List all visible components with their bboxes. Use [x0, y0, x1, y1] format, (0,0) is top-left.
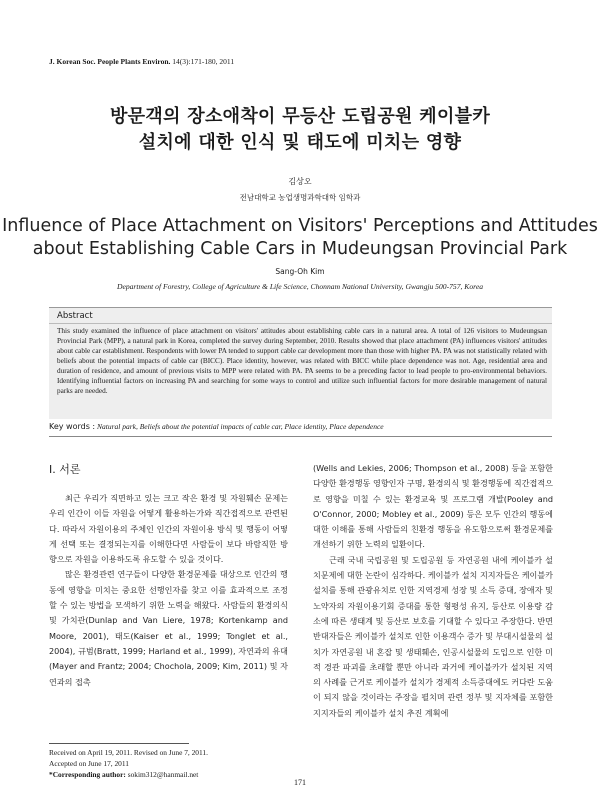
- keywords: [49, 422, 552, 437]
- body-column-left: [49, 491, 288, 690]
- corresponding-label: *Corresponding author:: [49, 770, 126, 780]
- paragraph: 많은 환경관련 연구들이 다양한 환경문제를 대상으로 인간의 행동에 영향을 미치는 중요한 선행인자를 찾고 이를 효과적으로 조정할 수 있는 방법을 모색하기 위한 노력을 해왔다. 사람들의 환경의식 및 가치관(Dunlap and Van Liere, 1978; Kortenkamp and Moore, 2001), 태도(Kaiser et al., 1999; Tonglet et al., 2004), 규범(Bratt, 1999; Harland et al., 1999), 자연과의 유대(Mayer and Frantz; 2004; Chochola, 2009; Kim, 2011) 및 자연과의 접촉: [49, 569, 288, 687]
- footnote-divider: [49, 743, 189, 744]
- footnotes: [49, 747, 208, 781]
- corresponding-email: sokim312@hanmail.net: [125, 770, 199, 780]
- journal-name: J. Korean Soc. People Plants Environ.: [49, 57, 171, 66]
- body-column-right: [313, 461, 553, 721]
- paragraph: 최근 우리가 직면하고 있는 크고 작은 환경 및 자원훼손 문제는 우리 인간이 이들 자원을 어떻게 활용하는가와 직간접적으로 관련된다. 따라서 자원이용의 주체인 인간의 자원이용 방식 및 행동이 어떻게 선택 또는 결정되는지를 이해한다면 사람들이 보다 바람직한 방향으로 자원을 이용하도록 유도할 수 있을 것이다.: [49, 493, 288, 565]
- paragraph: (Wells and Lekies, 2006; Thompson et al., 2008) 등을 포함한 다양한 환경행동 영향인자 구명, 환경의식 및 환경행동에 직간접적으로 영향을 미칠 수 있는 환경교육 및 프로그램 개발(Pooley and O'Connor, 2000; Mobley et al., 2009) 등은 모두 인간의 행동에 대한 이해를 통해 사람들의 친환경 행동을 유도함으로써 환경문제를 개선하기 위한 노력의 일환이다.: [313, 463, 553, 550]
- abstract-heading: Abstract: [57, 311, 93, 321]
- keywords-label: Key words :: [49, 422, 96, 431]
- english-author: Sang-Oh Kim: [275, 267, 325, 276]
- english-title-line-2: about Establishing Cable Cars in Mudeungsan Provincial Park: [32, 239, 568, 259]
- korean-title: [0, 104, 600, 156]
- journal-reference: [49, 57, 234, 66]
- abstract-box: [49, 307, 552, 419]
- korean-affiliation: 전남대학교 농업생명과학대학 임학과: [239, 193, 361, 202]
- abstract-text: This study examined the influence of place attachment on visitors' attitudes about establishing cable cars in a natural area. A total of 126 visitors to Mudeungsan Provincial Park (MPP), a natural park in Korea, completed the survey during September, 2010. Results showed that place attachment (PA) influences visitors' attitudes about cable car establishment. Respondents with lower PA tended to support cable car development more than those with higher PA. PA was not statistically related with beliefs about the potential impacts of cable car (BICC). Place identity, however, was related with BICC while place dependence was not. Age, residential area and duration of residence, and amount of previous visits to MPP were related with PA. PA seems to be a preceding factor to lead people to pro-environmental behaviors. Identifying influential factors on increasing PA and searching for some ways to control and utilize such influential factors for more desirable management of natural parks are needed.: [57, 327, 547, 395]
- korean-author: 김상오: [288, 177, 312, 186]
- english-affiliation: Department of Forestry, College of Agriculture & Life Science, Chonnam National University, Gwangju 500-757, Korea: [116, 282, 483, 291]
- paragraph: 근래 국내 국립공원 및 도립공원 등 자연공원 내에 케이블카 설치문제에 대한 논란이 심각하다. 케이블카 설치 지지자들은 케이블카 설치를 통해 관광유치로 인한 지역경제 성장 및 소득 증대, 장애자 및 노약자의 자원이용기회 증대를 통한 형평성 유지, 등산로 이용량 감소에 따른 생태계 및 등산로 보호를 기대할 수 있다고 주장한다. 반면 반대자들은 케이블카 설치로 인한 이용객수 증가 및 부대시설물의 설치가 자연공원 내 혼잡 및 생태훼손, 인공시설물의 도입으로 인한 미적 경관 파괴를 초래할 뿐만 아니라 과거에 케이블카가 설치된 지역의 사례를 근거로 케이블카 설치가 경제적 소득증대에도 커다란 도움이 되지 않을 것이라는 주장을 펼치며 관련 정부 및 지자체를 포함한 지지자들의 케이블카 설치 추진 계획에: [313, 554, 553, 718]
- accepted-date: Accepted on June 17, 2011: [49, 759, 129, 769]
- section-heading: Ⅰ. 서론: [49, 463, 81, 476]
- abstract-divider: [49, 323, 552, 324]
- korean-title-line-2: 설치에 대한 인식 및 태도에 미치는 영향: [138, 132, 462, 153]
- journal-volume: 14(3):171-180, 2011: [170, 57, 235, 66]
- page-number: 171: [294, 778, 306, 787]
- english-title-line-1: Influence of Place Attachment on Visitors' Perceptions and Attitudes: [2, 216, 598, 236]
- keywords-text: Natural park, Beliefs about the potential impacts of cable car, Place identity, Place dependence: [97, 422, 384, 431]
- received-date: Received on April 19, 2011. Revised on June 7, 2011.: [49, 748, 208, 757]
- english-title: [0, 215, 600, 261]
- korean-title-line-1: 방문객의 장소애착이 무등산 도립공원 케이블카: [109, 106, 491, 127]
